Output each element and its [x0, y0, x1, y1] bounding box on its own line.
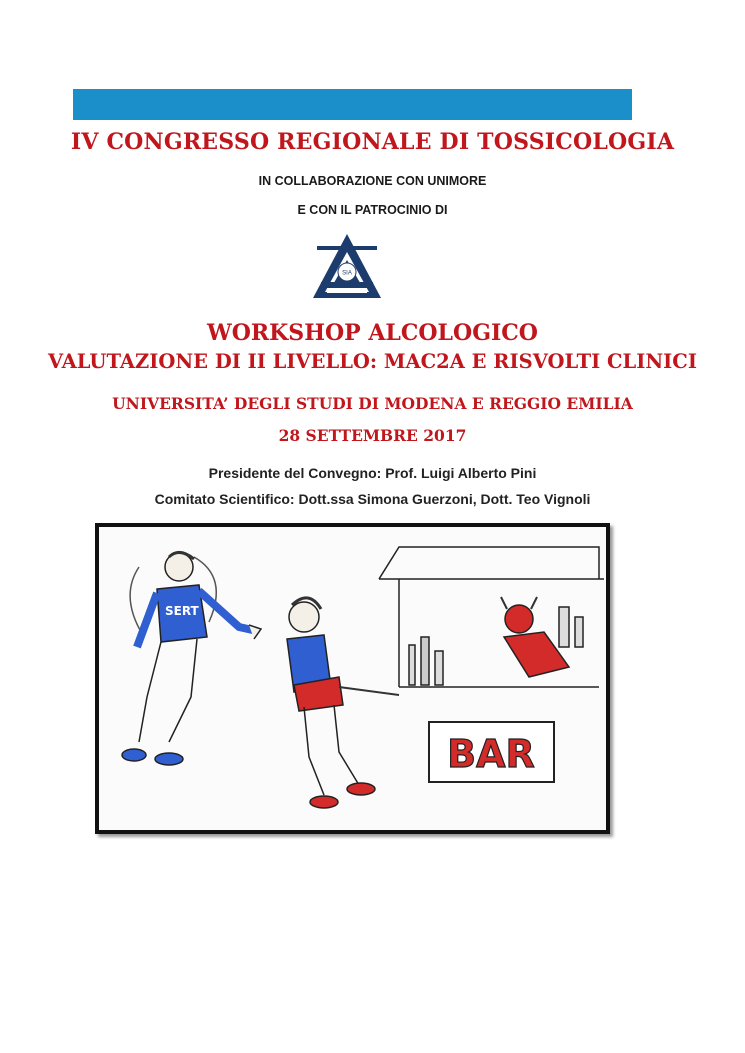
header-color-bar — [73, 89, 632, 120]
venue: UNIVERSITA’ DEGLI STUDI DI MODENA E REGGIO EMILIA — [112, 394, 633, 413]
cartoon-drawing — [99, 527, 606, 830]
committee-line: Comitato Scientifico: Dott.ssa Simona Guerzoni, Dott. Teo Vignoli — [154, 491, 591, 507]
logo-text: SIA — [342, 270, 352, 277]
workshop-subtitle: VALUTAZIONE DI II LIVELLO: MAC2A E RISVOLTI CLINICI — [48, 350, 697, 373]
man-figure — [287, 598, 399, 808]
president-line: Presidente del Convegno: Prof. Luigi Alberto Pini — [208, 465, 537, 481]
patronage-line: E CON IL PATROCINIO DI — [297, 203, 448, 217]
collaboration-line: IN COLLABORAZIONE CON UNIMORE — [258, 174, 487, 188]
congress-title: IV CONGRESSO REGIONALE DI TOSSICOLOGIA — [70, 129, 675, 155]
workshop-title: WORKSHOP ALCOLOGICO — [207, 320, 538, 346]
sia-logo — [311, 232, 383, 300]
bar-booth — [379, 547, 604, 687]
bar-sign-text: BAR — [447, 732, 535, 776]
shirt-text: SERT — [165, 604, 199, 618]
bar-sign — [429, 722, 554, 782]
cartoon-illustration — [95, 523, 610, 834]
angel-figure — [122, 552, 261, 765]
event-date: 28 SETTEMBRE 2017 — [278, 426, 467, 445]
